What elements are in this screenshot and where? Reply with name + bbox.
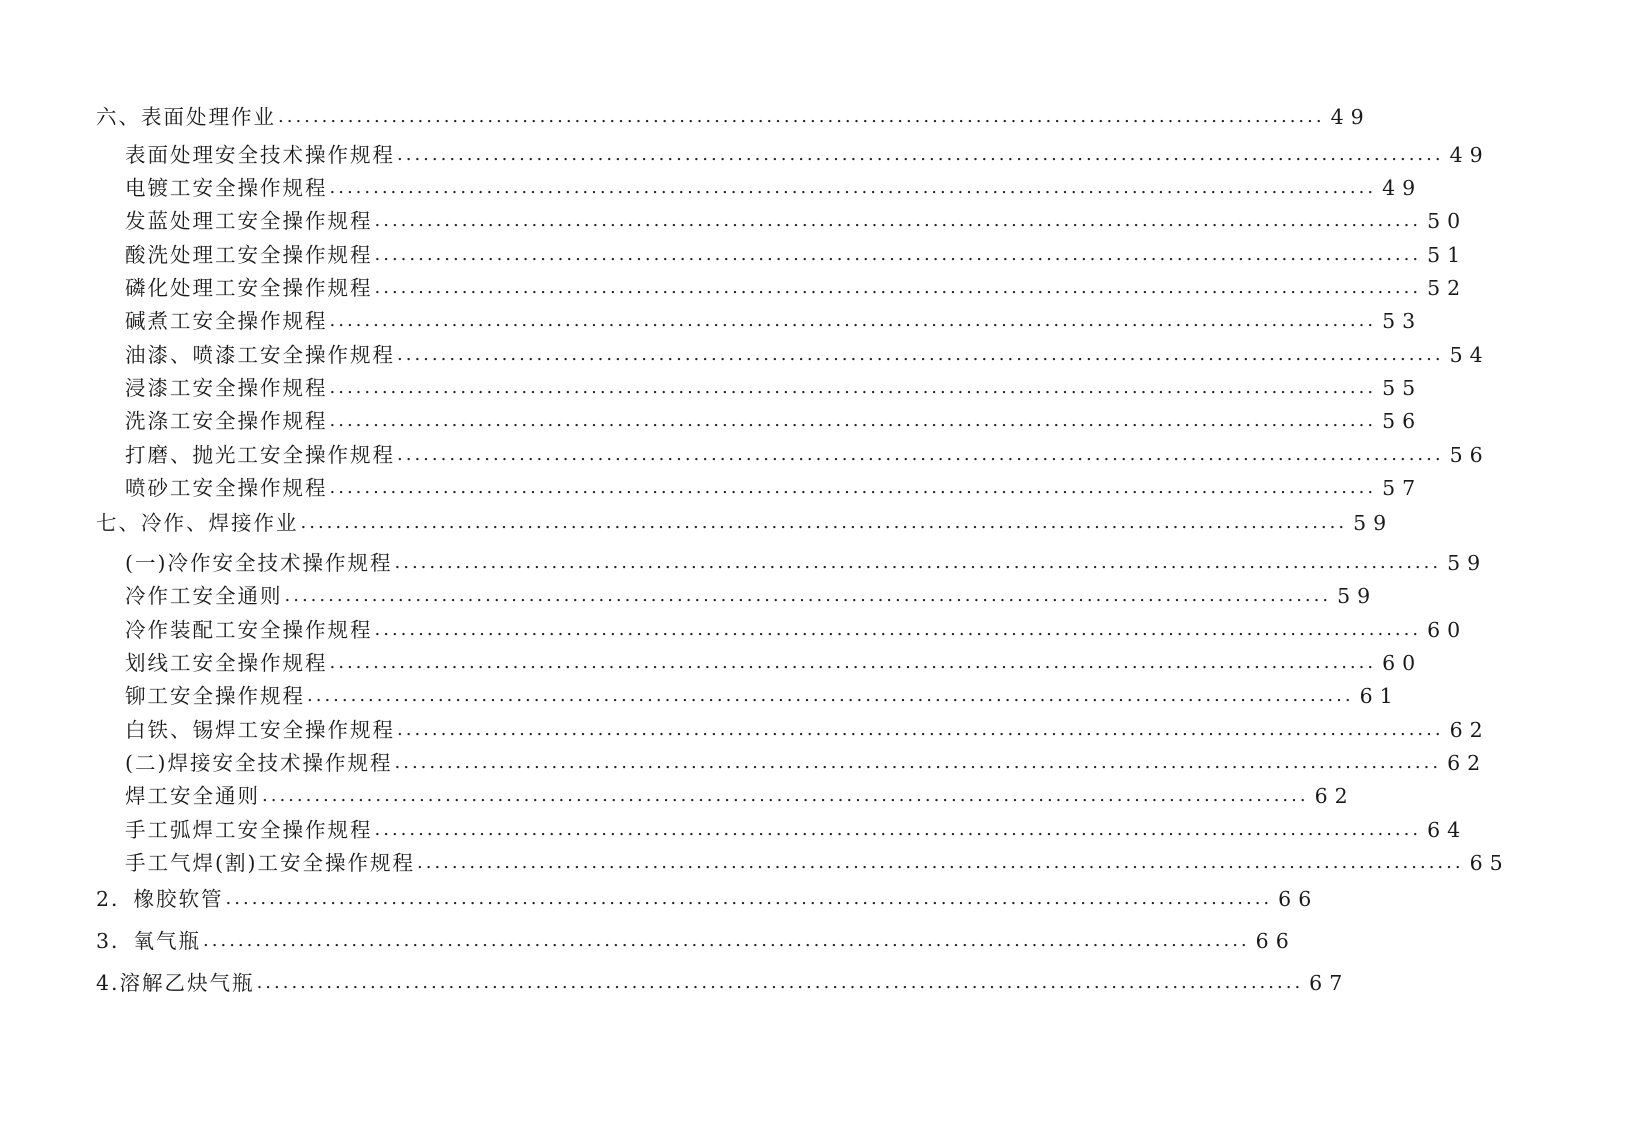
toc-entry-title: 手工弧焊工安全操作规程 (125, 818, 373, 842)
toc-entry[interactable] (0, 748, 1488, 778)
toc-page-number: 62 (1449, 718, 1490, 742)
toc-entry[interactable] (0, 473, 1423, 503)
toc-entry-title: 3．氧气瓶 (96, 929, 202, 953)
toc-entry[interactable] (0, 102, 1371, 132)
toc-entry[interactable] (0, 815, 1468, 845)
toc-entry-title: 油漆、喷漆工安全操作规程 (125, 343, 395, 367)
toc-dot-leader: ........................................................................................................................ (262, 785, 1309, 806)
toc-page-number: 57 (1382, 476, 1423, 500)
toc-page-number: 55 (1382, 376, 1423, 400)
toc-page-number: 65 (1469, 851, 1510, 875)
toc-entry[interactable] (0, 406, 1423, 436)
toc-entry[interactable] (0, 173, 1423, 203)
toc-entry[interactable] (0, 140, 1490, 170)
toc-dot-leader: ........................................................................................................................ (329, 177, 1377, 198)
toc-page-number: 59 (1447, 551, 1488, 575)
toc-entry-title: 划线工安全操作规程 (125, 651, 328, 675)
toc-page-number: 62 (1314, 784, 1355, 808)
toc-entry[interactable] (0, 240, 1468, 270)
toc-page-number: 52 (1427, 276, 1468, 300)
toc-dot-leader: ........................................................................................................................ (329, 652, 1377, 673)
toc-page-number: 54 (1449, 343, 1490, 367)
toc-page-number: 64 (1427, 818, 1468, 842)
toc-entry-title: 酸洗处理工安全操作规程 (125, 243, 373, 267)
toc-entry[interactable] (0, 306, 1423, 336)
toc-page-number: 62 (1447, 751, 1488, 775)
toc-entry-title: (一)冷作安全技术操作规程 (125, 551, 393, 575)
toc-page-number: 51 (1427, 243, 1468, 267)
toc-page-number: 59 (1337, 584, 1378, 608)
toc-entry-title: 白铁、锡焊工安全操作规程 (125, 718, 395, 742)
toc-entry-title: 洗涤工安全操作规程 (125, 409, 328, 433)
toc-entry[interactable] (0, 340, 1490, 370)
toc-dot-leader: ........................................................................................................................ (278, 106, 1325, 127)
toc-dot-leader: ........................................................................................................................ (374, 244, 1422, 265)
toc-page-number: 67 (1309, 971, 1350, 995)
toc-entry[interactable] (0, 968, 1350, 998)
toc-dot-leader: ........................................................................................................................ (417, 852, 1464, 873)
toc-entry-title: 冷作装配工安全操作规程 (125, 618, 373, 642)
toc-dot-leader: ........................................................................................................................ (329, 477, 1377, 498)
toc-entry[interactable] (0, 373, 1423, 403)
toc-entry[interactable] (0, 581, 1378, 611)
toc-page-number: 60 (1382, 651, 1423, 675)
toc-dot-leader: ........................................................................................................................ (329, 310, 1377, 331)
toc-dot-leader: ........................................................................................................................ (397, 144, 1444, 165)
toc-dot-leader: ........................................................................................................................ (284, 585, 1332, 606)
toc-dot-leader: ........................................................................................................................ (256, 972, 1304, 993)
toc-dot-leader: ........................................................................................................................ (374, 277, 1422, 298)
toc-page-number: 56 (1382, 409, 1423, 433)
toc-page-number: 66 (1278, 887, 1319, 911)
toc-entry[interactable] (0, 681, 1400, 711)
toc-entry-title: 电镀工安全操作规程 (125, 176, 328, 200)
toc-page-number: 59 (1353, 511, 1394, 535)
toc-entry-title: 浸漆工安全操作规程 (125, 376, 328, 400)
toc-page-number: 61 (1359, 684, 1400, 708)
toc-dot-leader: ........................................................................................................................ (394, 552, 1442, 573)
toc-dot-leader: ........................................................................................................................ (397, 719, 1444, 740)
toc-dot-leader: ........................................................................................................................ (397, 444, 1444, 465)
toc-page-number: 49 (1330, 105, 1371, 129)
toc-entry[interactable] (0, 781, 1355, 811)
toc-entry-title: 表面处理安全技术操作规程 (125, 143, 395, 167)
toc-dot-leader: ........................................................................................................................ (397, 344, 1444, 365)
toc-page-number: 60 (1427, 618, 1468, 642)
toc-entry-title: 磷化处理工安全操作规程 (125, 276, 373, 300)
toc-entry-title: 喷砂工安全操作规程 (125, 476, 328, 500)
toc-entry[interactable] (0, 273, 1468, 303)
toc-page-number: 49 (1449, 143, 1490, 167)
toc-dot-leader: ........................................................................................................................ (307, 685, 1354, 706)
toc-entry-title: 碱煮工安全操作规程 (125, 309, 328, 333)
toc-dot-leader: ........................................................................................................................ (374, 819, 1422, 840)
toc-entry-title: 发蓝处理工安全操作规程 (125, 209, 373, 233)
toc-entry[interactable] (0, 884, 1319, 914)
toc-entry-title: 打磨、抛光工安全操作规程 (125, 443, 395, 467)
toc-dot-leader: ........................................................................................................................ (300, 512, 1348, 533)
toc-entry-title: 4.溶解乙炔气瓶 (96, 971, 255, 995)
toc-dot-leader: ........................................................................................................................ (374, 210, 1422, 231)
toc-dot-leader: ........................................................................................................................ (374, 619, 1422, 640)
toc-page-number: 50 (1427, 209, 1468, 233)
toc-entry[interactable] (0, 615, 1468, 645)
toc-entry-title: 七、冷作、焊接作业 (96, 511, 299, 535)
toc-page-number: 53 (1382, 309, 1423, 333)
toc-entry-title: 六、表面处理作业 (96, 105, 276, 129)
toc-entry[interactable] (0, 206, 1468, 236)
toc-entry-title: 2．橡胶软管 (96, 887, 224, 911)
toc-page-number: 66 (1255, 929, 1296, 953)
toc-dot-leader: ........................................................................................................................ (329, 410, 1377, 431)
toc-entry[interactable] (0, 440, 1490, 470)
toc-dot-leader: ........................................................................................................................ (329, 377, 1377, 398)
toc-entry[interactable] (0, 926, 1296, 956)
toc-entry[interactable] (0, 848, 1510, 878)
toc-entry-title: 焊工安全通则 (125, 784, 260, 808)
toc-entry-title: 手工气焊(割)工安全操作规程 (125, 851, 415, 875)
toc-dot-leader: ........................................................................................................................ (225, 888, 1273, 909)
toc-dot-leader: ........................................................................................................................ (394, 752, 1442, 773)
toc-entry-title: 铆工安全操作规程 (125, 684, 305, 708)
toc-page-number: 56 (1449, 443, 1490, 467)
toc-entry[interactable] (0, 508, 1394, 538)
toc-entry[interactable] (0, 715, 1490, 745)
toc-entry[interactable] (0, 548, 1488, 578)
toc-entry-title: 冷作工安全通则 (125, 584, 283, 608)
toc-page-number: 49 (1382, 176, 1423, 200)
toc-dot-leader: ........................................................................................................................ (203, 930, 1250, 951)
toc-entry[interactable] (0, 648, 1423, 678)
toc-entry-title: (二)焊接安全技术操作规程 (125, 751, 393, 775)
